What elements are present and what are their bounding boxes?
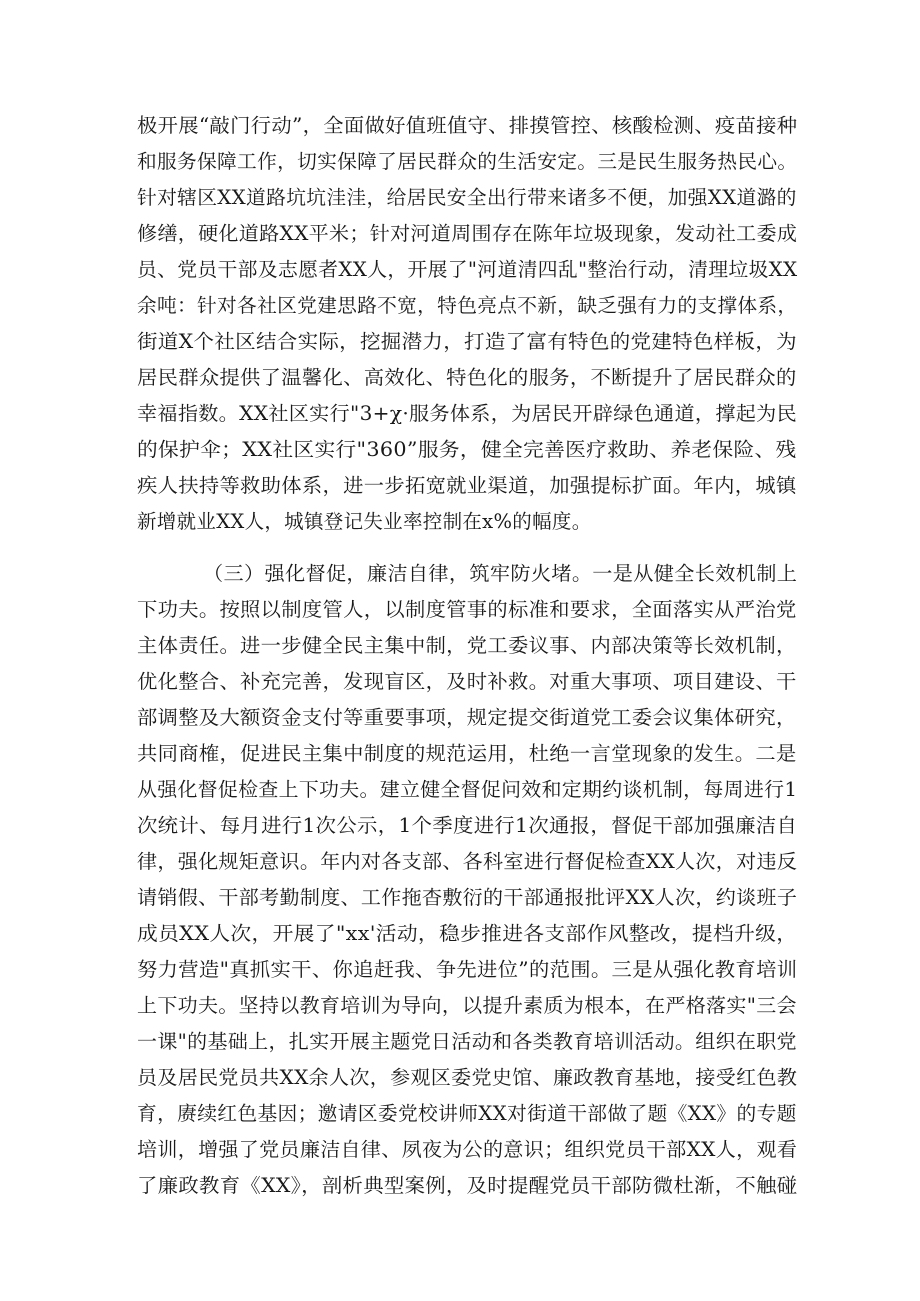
paragraph-line: 部调整及大额资金支付等重要事项，规定提交街道党工委会议集体研究， bbox=[137, 706, 797, 729]
paragraph-line: 努力营造"真抓实干、你追赶我、争先进位”的范围。三是从强化教育培训 bbox=[137, 958, 798, 981]
paragraph-line: 了廉政教育《XX》，剖析典型案例，及时提醒党员干部防微杜渐，不触碰 bbox=[137, 1174, 798, 1197]
paragraph-line: 从强化督促检查上下功夫。建立健全督促问效和定期约谈机制，每周进行1 bbox=[137, 778, 798, 801]
paragraph-line: 请销假、干部考勤制度、工作拖杳敷衍的干部通报批评XX人次，约谈班子 bbox=[137, 886, 798, 909]
paragraph-line: 居民群众提供了温馨化、高效化、特色化的服务，不断提升了居民群众的 bbox=[137, 366, 797, 389]
paragraph-line: 街道X个社区结合实际，挖掘潜力，打造了富有特色的党建特色样板，为 bbox=[137, 330, 797, 353]
paragraph-line: 和服务保障工作，切实保障了居民群众的生活安定。三是民生服务热民心。 bbox=[137, 150, 798, 173]
paragraph-line: 新增就业XX人，城镇登记失业率控制在x%的幅度。 bbox=[137, 510, 592, 533]
paragraph-line: 极开展“敲门行动”，全面做好值班值守、排摸管控、核酸检测、疫苗接种 bbox=[137, 114, 798, 137]
paragraph-line: 余吨：针对各社区党建思路不宽，特色亮点不新，缺乏强有力的支撑体系， bbox=[137, 294, 798, 317]
paragraph-line: 员及居民党员共XX余人次，参观区委党史馆、廉政教育基地，接受红色教 bbox=[137, 1066, 798, 1089]
paragraph-line: 一课"的基础上，扎实开展主题党日活动和各类教育培训活动。组织在职党 bbox=[137, 1030, 797, 1053]
paragraph-line: 共同商榷，促进民主集中制度的规范运用，杜绝一言堂现象的发生。二是 bbox=[137, 742, 797, 765]
paragraph-line: 下功夫。按照以制度管人，以制度管事的标准和要求，全面落实从严治党 bbox=[137, 598, 797, 621]
paragraph-line: 上下功夫。坚持以教育培训为导向，以提升素质为根本，在严格落实"三会 bbox=[137, 994, 797, 1017]
paragraph-line: 成员XX人次，开展了"xx'活动，稳步推进各支部作风整改，提档升级， bbox=[137, 922, 798, 945]
paragraph-line: 优化整合、补充完善，发现盲区，及时补救。对重大事项、项目建设、干 bbox=[137, 670, 797, 693]
paragraph-line: 的保护伞；XX社区实行"360”服务，健全完善医疗救助、养老保险、残 bbox=[137, 438, 797, 461]
paragraph-line: 针对辖区XX道路坑坑洼洼，给居民安全出行带来诸多不便，加强XX道潞的 bbox=[137, 186, 797, 209]
paragraph-line: 律，强化规矩意识。年内对各支部、各科室进行督促检查XX人次，对违反 bbox=[137, 850, 798, 873]
paragraph-line: 疾人扶持等救助体系，进一步拓宽就业渠道，加强提标扩面。年内，城镇 bbox=[137, 474, 797, 497]
paragraph-line: 员、党员干部及志愿者XX人，开展了"河道清四乱"整治行动，清理垃圾XX bbox=[137, 258, 798, 281]
paragraph-line-indented: （三）强化督促，廉洁自律，筑牢防火堵。一是从健全长效机制上 bbox=[203, 562, 798, 585]
paragraph-line: 修缮，硬化道路XX平米；针对河道周围存在陈年垃圾现象，发动社工委成 bbox=[137, 222, 798, 245]
paragraph-line: 育，赓续红色基因；邀请区委党校讲师XX对街道干部做了题《XX》的专题 bbox=[137, 1102, 797, 1125]
paragraph-line: 主体责任。进一步健全民主集中制，党工委议事、内部决策等长效机制， bbox=[137, 634, 797, 657]
paragraph-line: 次统计、每月进行1次公示，1个季度进行1次通报，督促干部加强廉洁自 bbox=[137, 814, 798, 837]
paragraph-line: 幸福指数。XX社区实行"3+χ·服务体系，为居民开辟绿色通道，撑起为民 bbox=[137, 402, 797, 425]
paragraph-line: 培训，增强了党员廉洁自律、夙夜为公的意识；组织党员干部XX人，观看 bbox=[137, 1138, 798, 1161]
